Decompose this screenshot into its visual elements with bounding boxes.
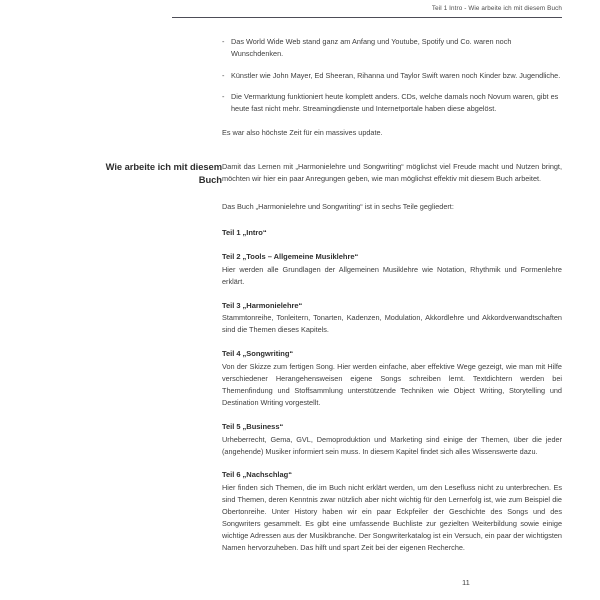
part-body: Urheberrecht, Gema, GVL, Demoproduktion und Marketing sind einige der Themen, über die jeder (angehende) Musiker informiert sein muss. In diesem Kapitel findet sich alles Wissenswerte dazu.: [222, 434, 562, 456]
list-item: [222, 36, 562, 60]
intro-bullet-list: [222, 36, 562, 115]
part-body: Hier werden alle Grundlagen der Allgemeinen Musiklehre wie Notation, Rhythmik und Formenlehre erklärt.: [222, 264, 562, 286]
part-title: Teil 4 „Songwriting“: [222, 349, 294, 359]
part-title: Teil 1 „Intro“: [222, 228, 267, 238]
part-title: Teil 3 „Harmonielehre“: [222, 300, 303, 310]
part-body: Stammtonreihe, Tonleitern, Tonarten, Kadenzen, Modulation, Akkordlehre und Akkordverwandtschaften sind die Themen dieses Kapitels.: [222, 313, 562, 335]
part-entry-1: [222, 227, 562, 239]
page-number: 11: [462, 578, 470, 587]
part-entry-3: [222, 300, 562, 337]
part-title: Teil 5 „Business“: [222, 421, 284, 431]
spacer: [222, 115, 562, 127]
section-intro-paragraph: Damit das Lernen mit „Harmonielehre und Songwriting“ möglichst viel Freude macht und Nutzen bringt, möchten wir hier ein paar Anregungen geben, wie man möglichst effektiv mit diesem Buch arbeitet.: [222, 162, 562, 184]
list-item-text: Das World Wide Web stand ganz am Anfang und Youtube, Spotify und Co. waren noch Wunschdenken.: [231, 37, 512, 59]
part-entry-6: [222, 469, 562, 554]
section-intro: [222, 161, 562, 555]
part-body: Hier finden sich Themen, die im Buch nicht erklärt werden, um den Lesefluss nicht zu unterbrechen. Es sind Themen, deren Kenntnis zwar nützlich aber nicht wichtig für den Lernerfolg ist, wie zum Beispiel die Obertonreihe. Unter History haben wir ein paar Eckpfeiler der Geschichte des Songs und des Songwriters gesammelt. Es gibt eine umfassende Buchliste zur gezielten Weiterbildung sowie einige wichtige Adressen aus der Musikbranche. Der Songwriterkatalog ist ein Versuch, ein paar der wichtigsten Namen hervorzuheben. Das hilft und spart Zeit bei der eigenen Recherche.: [222, 483, 562, 553]
header-rule: [172, 17, 562, 18]
page-title: Wie arbeite ich mit diesem Buch: [105, 161, 222, 185]
part-title: Teil 6 „Nachschlag“: [222, 470, 292, 480]
list-item-text: Die Vermarktung funktioniert heute komplett anders. CDs, welche damals noch Novum waren, gibt es heute fast nicht mehr. Streamingdienste und Internetportale haben diese abgelöst.: [231, 92, 559, 114]
section-lead-paragraph: Das Buch „Harmonielehre und Songwriting“ ist in sechs Teile gegliedert:: [222, 202, 454, 212]
running-header: Teil 1 Intro - Wie arbeite ich mit diesem Buch: [431, 5, 562, 12]
intro-content-column: [222, 36, 562, 140]
part-entry-5: [222, 421, 562, 458]
part-body: Von der Skizze zum fertigen Song. Hier werden einfache, aber effektive Wege gezeigt, wie man mit Hilfe verschiedener Herangehensweisen eigene Songs schreiben lernt. Textdichtern werden bei Themenfindung und Stoffsammlung unterstützende Techniken wie Object Writing, Storytelling und Destination Writing vorgestellt.: [222, 361, 562, 408]
list-item: [222, 70, 562, 82]
bullet-dash-icon: -: [222, 70, 225, 80]
bullet-dash-icon: -: [222, 92, 225, 102]
list-item: [222, 91, 562, 115]
bullet-dash-icon: -: [222, 37, 225, 46]
part-entry-4: [222, 348, 562, 409]
list-item-text: Künstler wie John Mayer, Ed Sheeran, Rihanna und Taylor Swift waren noch Kinder bzw. Jugendliche.: [231, 70, 561, 80]
part-title: Teil 2 „Tools – Allgemeine Musiklehre“: [222, 252, 359, 262]
closing-paragraph: Es war also höchste Zeit für ein massives update.: [222, 128, 383, 138]
spacer: [222, 185, 562, 201]
part-entry-2: [222, 251, 562, 288]
